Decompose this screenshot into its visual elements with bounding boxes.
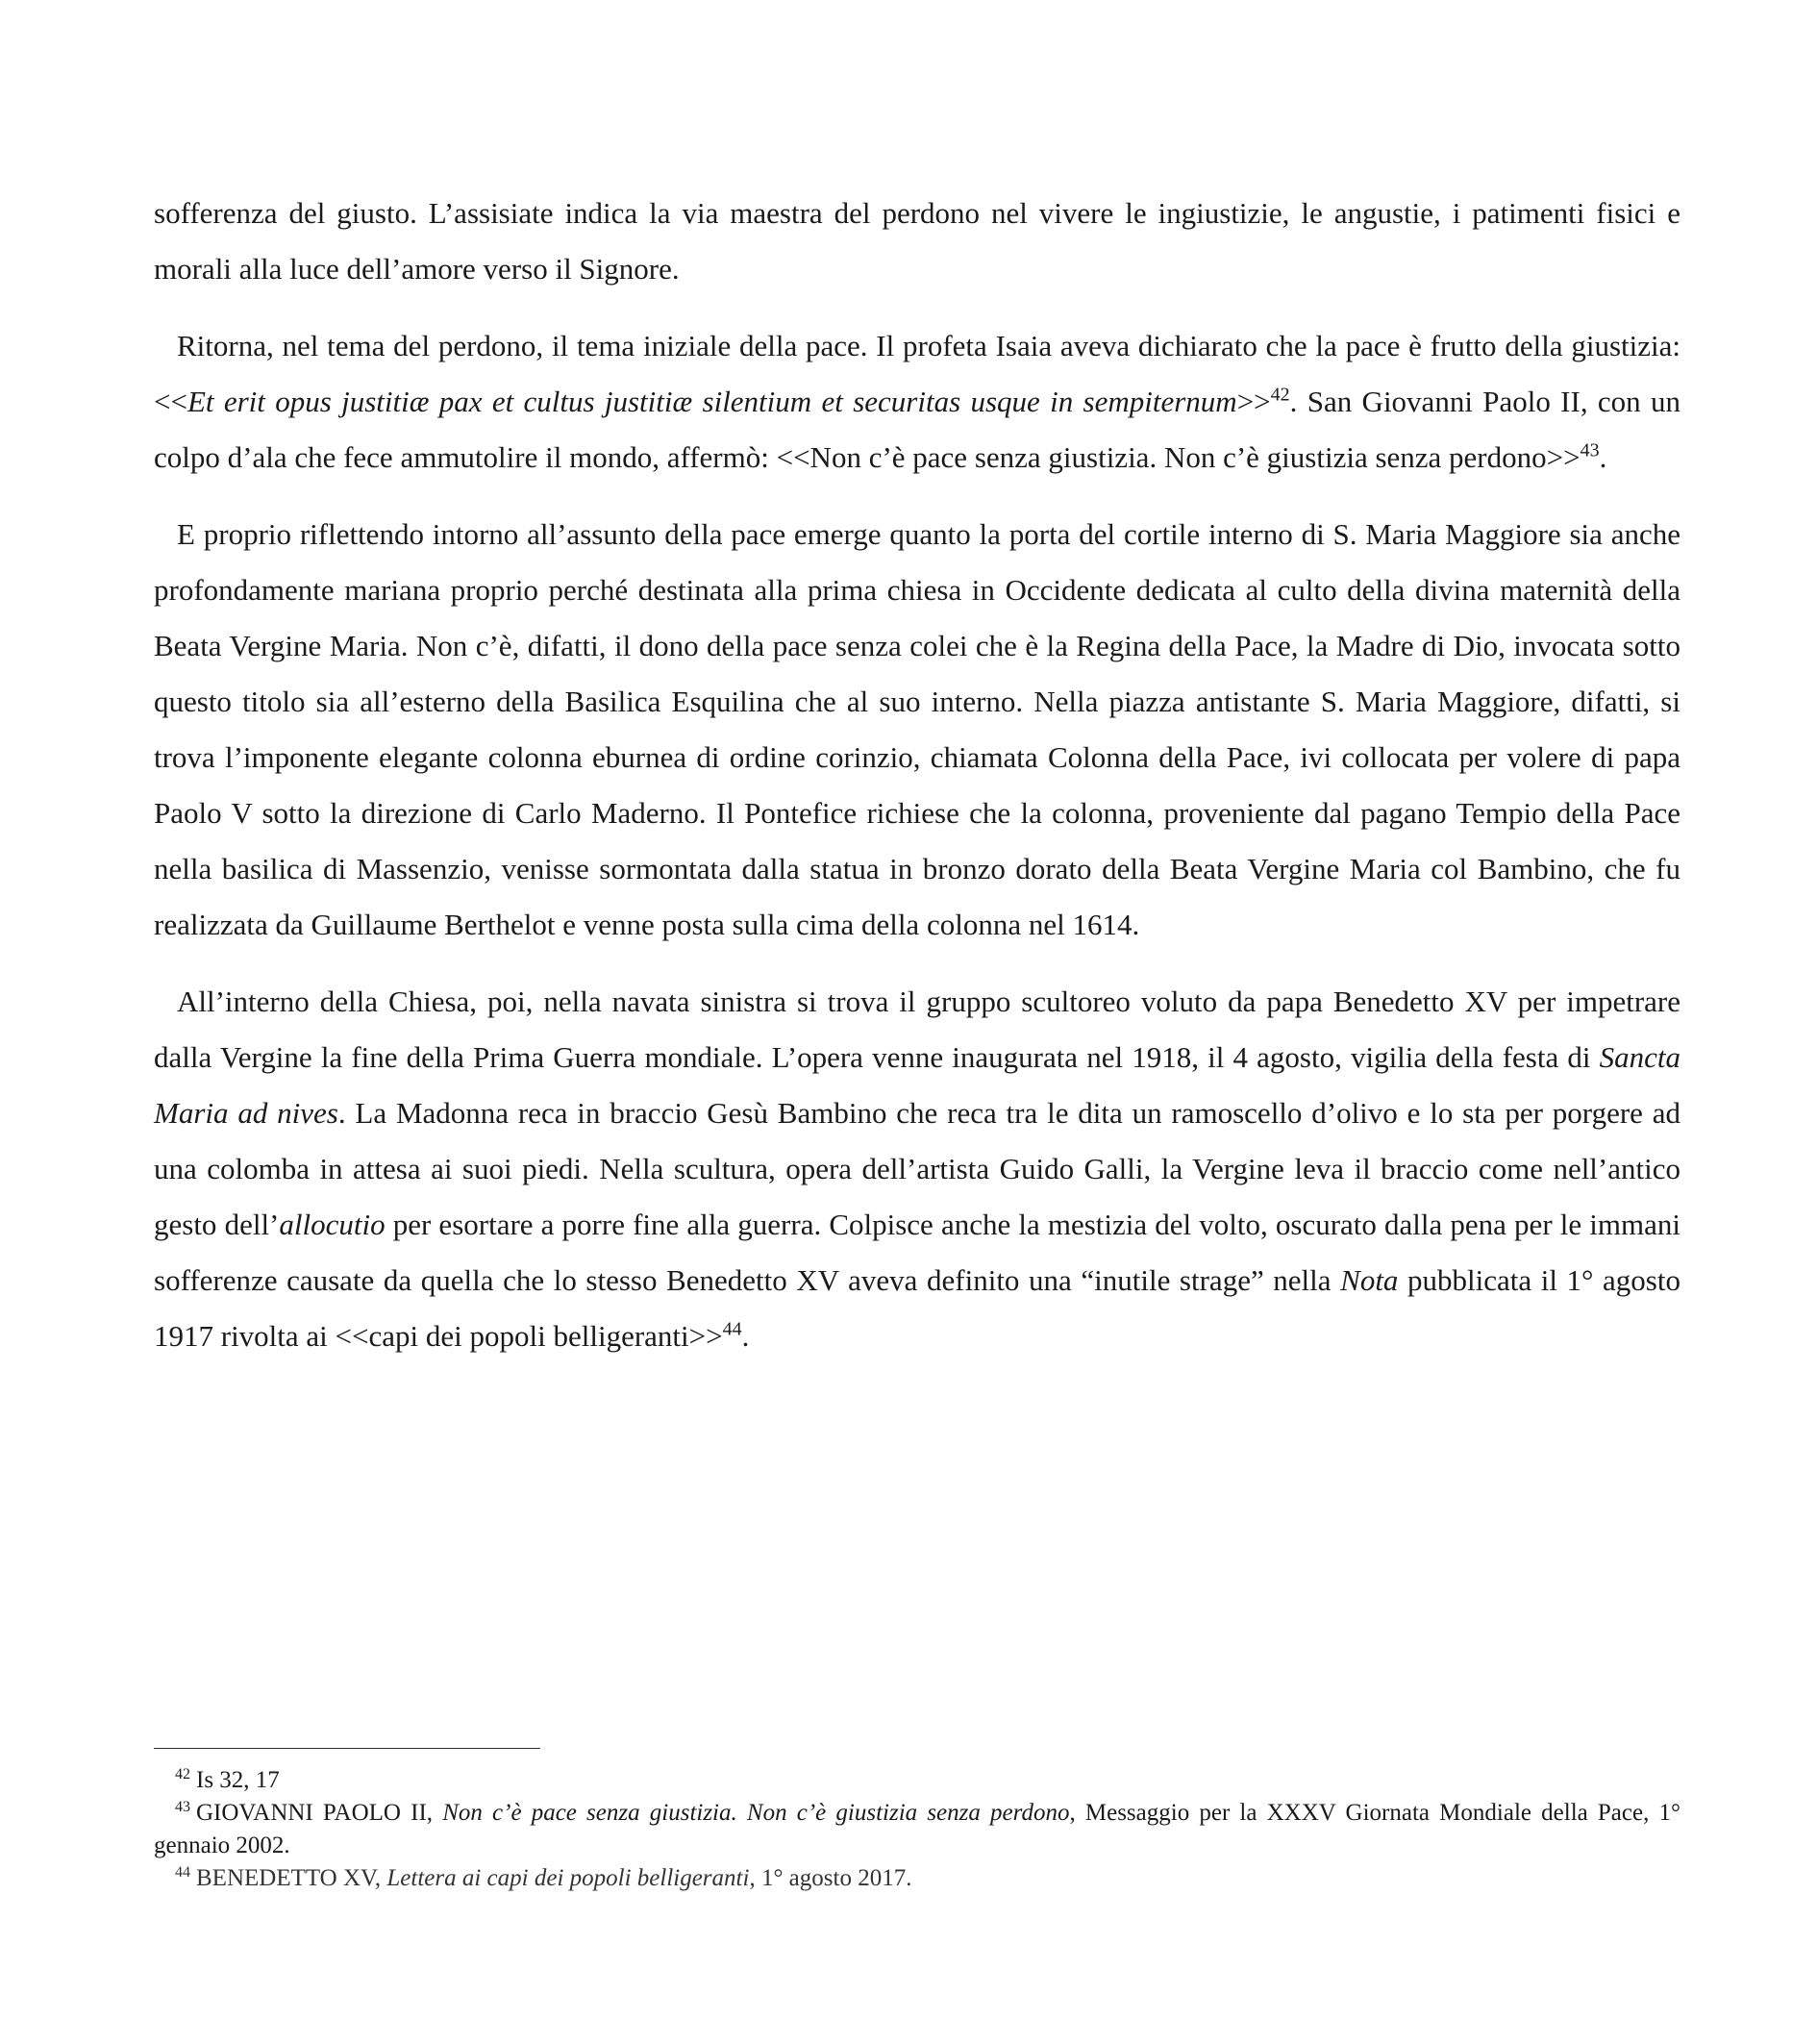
- footnotes-section: [154, 1748, 1680, 1895]
- italic-nota: Nota: [1340, 1263, 1399, 1297]
- footnote-text-a: BENEDETTO XV,: [196, 1865, 387, 1891]
- footnote-43: [154, 1797, 1680, 1862]
- paragraph-1: [154, 186, 1680, 297]
- paragraph-3: [154, 507, 1680, 953]
- paragraph-2: [154, 318, 1680, 486]
- paragraph-4: [154, 974, 1680, 1364]
- footnote-text-b: , Messaggio per la XXXV Giornata Mondiale della Pace, 1° gennaio 2002.: [154, 1800, 1680, 1858]
- paragraph-4-text-b: . La Madonna reca in braccio Gesù Bambino che reca tra le dita un ramoscello d’olivo e lo sta per porgere ad una colomba in attesa ai suoi piedi. Nella scultura, opera dell’artista Guido Galli, la Vergine leva il braccio come nell’antico gesto dell’: [154, 1096, 1680, 1241]
- footnote-divider: [154, 1748, 540, 1749]
- footnote-italic: Non c’è pace senza giustizia. Non c’è giustizia senza perdono: [442, 1800, 1070, 1826]
- footnote-text-a: GIOVANNI PAOLO II,: [196, 1800, 443, 1826]
- paragraph-4-text-c: per esortare a porre fine alla guerra. Colpisce anche la mestizia del volto, oscurato dalla pena per le immani sofferenze causate da quella che lo stesso Benedetto XV aveva definito una “inutile strage” nella: [154, 1208, 1680, 1297]
- footnote-text: Is 32, 17: [196, 1767, 280, 1793]
- isaiah-quote: Et erit opus justitiæ pax et cultus justitiæ silentium et securitas usque in sempiternum: [187, 385, 1237, 418]
- footnote-text-b: , 1° agosto 2017.: [749, 1865, 912, 1891]
- paragraph-2-text-d: .: [1599, 440, 1607, 474]
- italic-allocutio: allocutio: [279, 1208, 386, 1241]
- footnote-ref-42[interactable]: 42: [1270, 384, 1290, 406]
- paragraph-4-text-e: .: [741, 1319, 750, 1353]
- footnote-number: 44: [175, 1863, 190, 1881]
- footnote-ref-44[interactable]: 44: [722, 1318, 742, 1340]
- document-body: [154, 186, 1680, 1385]
- footnote-44: [154, 1862, 1680, 1895]
- italic-sancta-maria: Sancta Maria ad nives: [154, 1040, 1680, 1130]
- paragraph-4-text-a: All’interno della Chiesa, poi, nella navata sinistra si trova il gruppo scultoreo voluto da papa Benedetto XV per impetrare dalla Vergine la fine della Prima Guerra mondiale. L’opera venne inaugurata nel 1918, il 4 agosto, vigilia della festa di: [154, 985, 1680, 1074]
- paragraph-1-text: sofferenza del giusto. L’assisiate indica la via maestra del perdono nel vivere le ingiustizie, le angustie, i patimenti fisici e morali alla luce dell’amore verso il Signore.: [154, 196, 1680, 286]
- footnote-42: [154, 1764, 1680, 1797]
- paragraph-2-text-b: >>: [1236, 385, 1271, 418]
- paragraph-4-text-d: pubblicata il 1° agosto 1917 rivolta ai <<capi dei popoli belligeranti>>: [154, 1263, 1680, 1353]
- footnote-number: 42: [175, 1765, 190, 1782]
- paragraph-3-text: E proprio riflettendo intorno all’assunto della pace emerge quanto la porta del cortile interno di S. Maria Maggiore sia anche profondamente mariana proprio perché destinata alla prima chiesa in Occidente dedicata al culto della divina maternità della Beata Vergine Maria. Non c’è, difatti, il dono della pace senza colei che è la Regina della Pace, la Madre di Dio, invocata sotto questo titolo sia all’esterno della Basilica Esquilina che al suo interno. Nella piazza antistante S. Maria Maggiore, difatti, si trova l’imponente elegante colonna eburnea di ordine corinzio, chiamata Colonna della Pace, ivi collocata per volere di papa Paolo V sotto la direzione di Carlo Maderno. Il Pontefice richiese che la colonna, proveniente dal pagano Tempio della Pace nella basilica di Massenzio, venisse sormontata dalla statua in bronzo dorato della Beata Vergine Maria col Bambino, che fu realizzata da Guillaume Berthelot e venne posta sulla cima della colonna nel 1614.: [154, 517, 1680, 941]
- paragraph-2-text-a: Ritorna, nel tema del perdono, il tema iniziale della pace. Il profeta Isaia aveva dichiarato che la pace è frutto della giustizia: <<: [154, 329, 1680, 418]
- paragraph-2-text-c: . San Giovanni Paolo II, con un colpo d’ala che fece ammutolire il mondo, affermò: <<Non c’è pace senza giustizia. Non c’è giustizia senza perdono>>: [154, 385, 1680, 474]
- footnote-italic: Lettera ai capi dei popoli belligeranti: [386, 1865, 750, 1891]
- footnote-number: 43: [175, 1798, 190, 1815]
- footnote-ref-43[interactable]: 43: [1580, 439, 1600, 461]
